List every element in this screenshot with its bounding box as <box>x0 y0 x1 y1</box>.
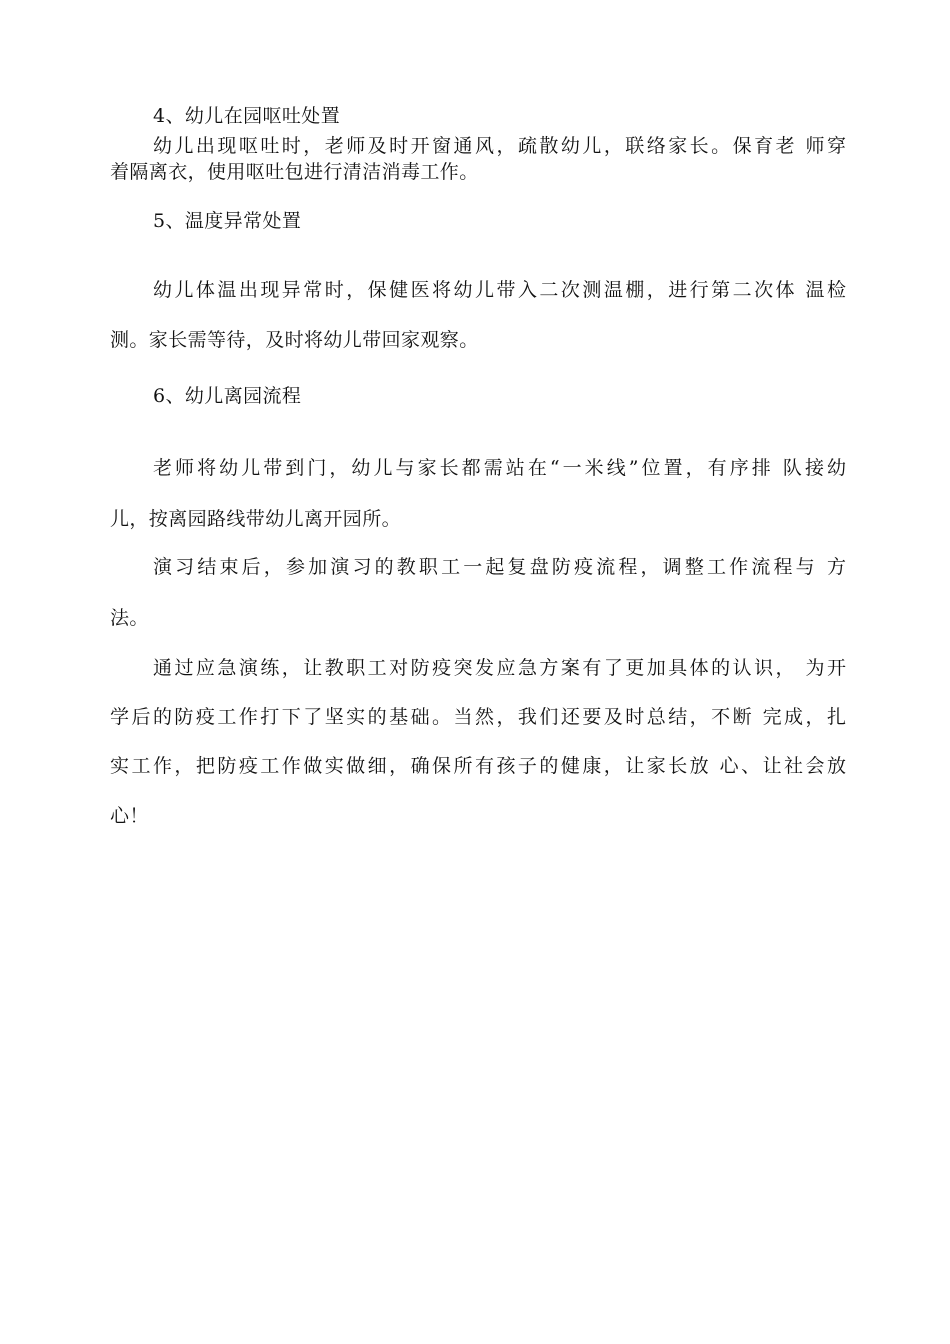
paragraph-line: 幼儿出现呕吐时，老师及时开窗通风，疏散幼儿，联络家长。保育老 师穿 <box>153 135 846 157</box>
paragraph-line: 儿，按离园路线带幼儿离开园所。 <box>110 508 402 530</box>
paragraph-line: 学后的防疫工作打下了坚实的基础。当然，我们还要及时总结，不断 完成，扎 <box>110 706 846 728</box>
paragraph-line: 实工作，把防疫工作做实做细，确保所有孩子的健康，让家长放 心、让社会放 <box>110 755 846 777</box>
paragraph-line: 心！ <box>110 805 149 827</box>
section-heading-4: 4、幼儿在园呕吐处置 <box>153 105 341 127</box>
paragraph-line: 通过应急演练，让教职工对防疫突发应急方案有了更加具体的认识， 为开 <box>153 657 846 679</box>
paragraph-line: 测。家长需等待，及时将幼儿带回家观察。 <box>110 329 479 351</box>
paragraph-line: 法。 <box>110 607 149 629</box>
section-heading-6: 6、幼儿离园流程 <box>153 385 302 407</box>
paragraph-line: 老师将幼儿带到门，幼儿与家长都需站在“一米线”位置，有序排 队接幼 <box>153 457 846 479</box>
paragraph-line: 演习结束后，参加演习的教职工一起复盘防疫流程，调整工作流程与 方 <box>153 556 846 578</box>
paragraph-line: 着隔离衣，使用呕吐包进行清洁消毒工作。 <box>110 161 479 183</box>
section-heading-5: 5、温度异常处置 <box>153 210 302 232</box>
paragraph-line: 幼儿体温出现异常时，保健医将幼儿带入二次测温棚，进行第二次体 温检 <box>153 279 846 301</box>
